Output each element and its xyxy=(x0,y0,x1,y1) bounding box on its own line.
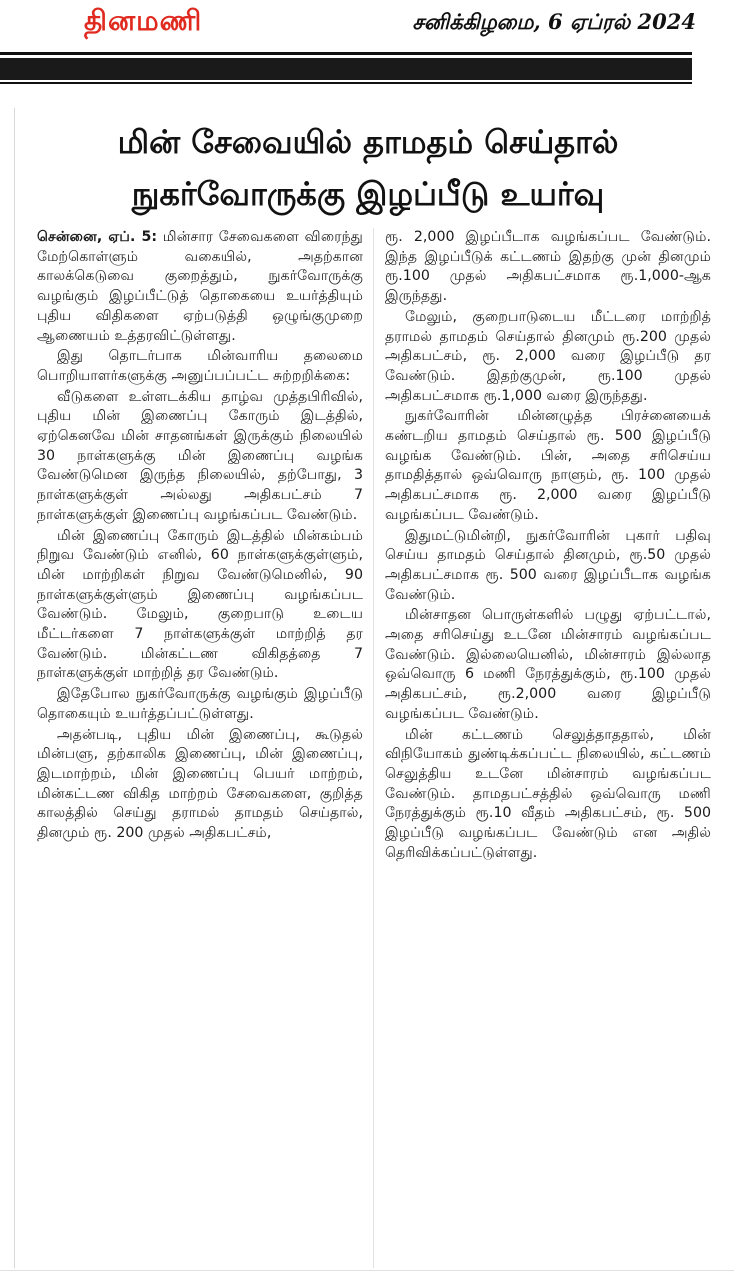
issue-date: சனிக்கிழமை, 6 ஏப்ரல் 2024 xyxy=(412,9,696,34)
article-paragraph: இது தொடர்பாக மின்வாரிய தலைமை பொறியாளர்களுக்கு அனுப்பப்பட்ட சுற்றறிக்கை: xyxy=(37,348,363,384)
article-paragraph: மேலும், குறைபாடுடைய மீட்டரை மாற்றித் தராமல் தாமதம் செய்தால் தினமும் ரூ.200 முதல் அதிகபட்சம், ரூ. 2,000 வரை இழப்பீடு தர வேண்டும். இதற்குமுன், ரூ.100 முதல் அதிகபட்சமாக ரூ.1,000 வரை இருந்தது. xyxy=(385,308,711,404)
article-paragraph: வீடுகளை உள்ளடக்கிய தாழ்வ முத்தபிரிவில், புதிய மின் இணைப்பு கோரும் இடத்தில், ஏற்கெனவே மின் சாதனங்கள் இருக்கும் நிலையில் 30 நாள்களுக்கு மின் இணைப்பு வழங்க வேண்டுமென இருந்த நிலையில், தற்போது, 3 நாள்களுக்குள் அல்லது அதிகபட்சம் 7 நாள்களுக்குள் இணைப்பு வழங்கப்பட வேண்டும். xyxy=(37,388,363,523)
article-column-left xyxy=(37,228,363,845)
article-paragraph: அதன்படி, புதிய மின் இணைப்பு, கூடுதல் மின்பளு, தற்காலிக இணைப்பு, மின் இணைப்பு, இடமாற்றம், மின் இணைப்பு பெயர் மாற்றம், மின்கட்டண விகித மாற்றம் சேவைகளை, குறித்த காலத்தில் செய்து தராமல் தாமதம் செய்தால், தினமும் ரூ. 200 முதல் அதிகபட்சம், xyxy=(37,726,363,842)
article-paragraph: இதுமட்டுமின்றி, நுகர்வோரின் புகார் பதிவு செய்ய தாமதம் செய்தால் தினமும், ரூ.50 முதல் அதிகபட்சமாக ரூ. 500 வரை இழப்பீடாக வழங்க வேண்டும். xyxy=(385,527,711,603)
article-paragraph: மின்சாதன பொருள்களில் பழுது ஏற்பட்டால், அதை சரிசெய்து உடனே மின்சாரம் வழங்கப்பட வேண்டும். இல்லையெனில், மின்சாரம் இல்லாத ஒவ்வொரு 6 மணி நேரத்துக்கும், ரூ.100 முதல் அதிகபட்சம், ரூ.2,000 வரை இழப்பீடு வழங்கப்பட வேண்டும். xyxy=(385,607,711,722)
paragraph-text: மின்சார சேவைகளை விரைந்து மேற்கொள்ளும் வகையில், அதற்கான காலக்கெடுவை குறைத்தும், நுகர்வோருக்கு வழங்கும் இழப்பீட்டுத் தொகையை உயர்த்தியும் புதிய விதிகளை ஏற்படுத்தி ஒழுங்குமுறை ஆணையம் உத்தரவிட்டுள்ளது. xyxy=(37,229,363,344)
article-paragraph: நுகர்வோரின் மின்னழுத்த பிரச்னையைக் கண்டறிய தாமதம் செய்தால் ரூ. 500 இழப்பீடு வழங்க வேண்டும். பின், அதை சரிசெய்ய தாமதித்தால் ஒவ்வொரு நாளும், ரூ. 100 முதல் அதிகபட்சமாக ரூ. 2,000 வரை இழப்பீடு வழங்கப்பட வேண்டும். xyxy=(385,408,711,523)
article-paragraph xyxy=(37,228,363,346)
article-paragraph: இதேபோல நுகர்வோருக்கு வழங்கும் இழப்பீடு தொகையும் உயர்த்தப்பட்டுள்ளது. xyxy=(37,686,363,722)
article-headline xyxy=(15,116,721,220)
page-bottom-rule xyxy=(0,1270,734,1271)
headline-line-1: மின் சேவையில் தாமதம் செய்தால் xyxy=(117,123,619,161)
article-paragraph: ரூ. 2,000 இழப்பீடாக வழங்கப்பட வேண்டும். இந்த இழப்பீடுக் கட்டணம் இதற்கு முன் தினமும் ரூ.100 முதல் அதிகபட்சமாக ரூ.1,000-ஆக இருந்தது. xyxy=(385,229,711,305)
article-paragraph: மின் இணைப்பு கோரும் இடத்தில் மின்கம்பம் நிறுவ வேண்டும் எனில், 60 நாள்களுக்குள்ளும், மின் மாற்றிகள் நிறுவ வேண்டுமெனில், 90 நாள்களுக்குள்ளும் இணைப்பு வழங்கப்பட வேண்டும். மேலும், குறைபாடு உடைய மீட்டர்களை 7 நாள்களுக்குள் மாற்றித் தர வேண்டும். மின்கட்டண விகிதத்தை 7 நாள்களுக்குள் மாற்றித் தர வேண்டும். xyxy=(37,527,363,682)
masthead-rule-thick xyxy=(0,58,692,80)
dateline-place: சென்னை, ஏப். 5: xyxy=(37,229,158,245)
article-paragraph: மின் கட்டணம் செலுத்தாததால், மின் விநியோகம் துண்டிக்கப்பட்ட நிலையில், கட்டணம் செலுத்திய உடனே மின்சாரம் வழங்கப்பட வேண்டும். தாமதபட்சத்தில் ஒவ்வொரு மணி நேரத்துக்கும் ரூ.10 வீதம் அதிகபட்சம், ரூ. 500 இழப்பீடு வழங்கப்பட வேண்டும் என அதில் தெரிவிக்கப்பட்டுள்ளது. xyxy=(385,726,711,861)
masthead xyxy=(0,0,734,56)
masthead-rule-bottom xyxy=(0,82,692,84)
article-column-right xyxy=(385,228,711,865)
headline-line-2: நுகர்வோருக்கு இழப்பீடு உயர்வு xyxy=(131,175,605,213)
masthead-rule-thin xyxy=(0,52,692,55)
column-divider xyxy=(373,228,374,1268)
news-article xyxy=(14,108,721,1268)
newspaper-logo: தினமணி xyxy=(84,4,203,37)
